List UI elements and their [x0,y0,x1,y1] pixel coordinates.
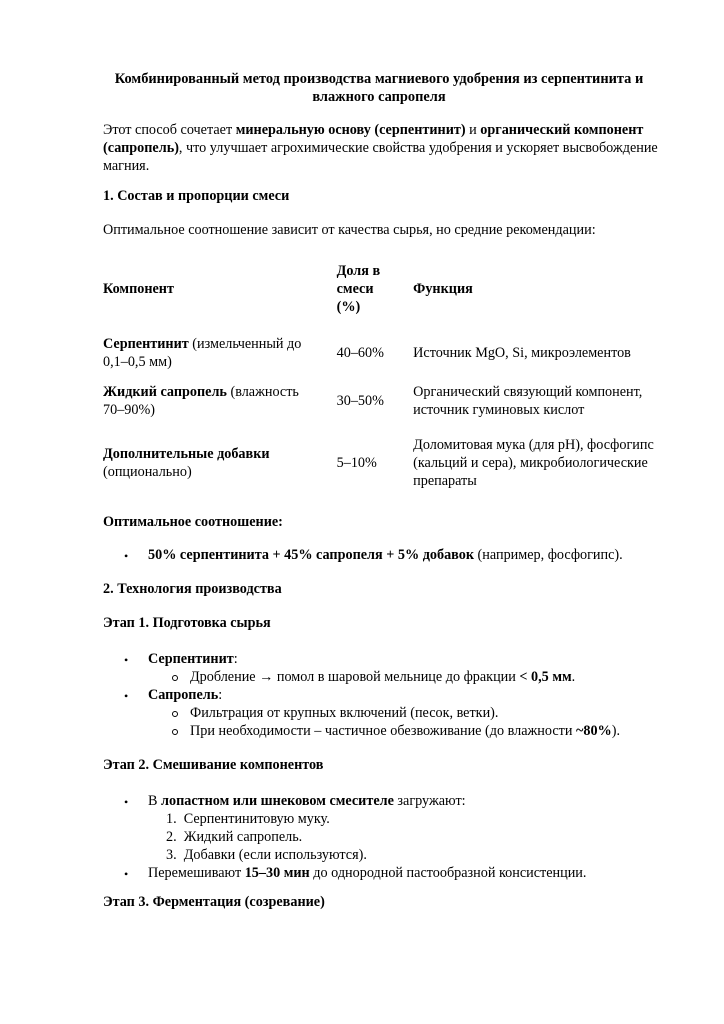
loading-text: загружают: [393,793,466,809]
target-moisture: ~80% [575,723,612,739]
mixing-duration: 15–30 мин [244,865,310,881]
serpentinite-step: Дробление → помол в шаровой мельнице до фракции < 0,5 мм. [190,669,576,685]
stage-3-heading: Этап 3. Ферментация (созревание) [103,894,325,910]
sapropel-step-2 [190,722,620,740]
intro-paragraph [103,121,663,175]
section-1-lead: Оптимальное соотношение зависит от качества сырья, но средние рекомендации: [103,222,596,238]
section-2-heading: 2. Технология производства [103,581,282,597]
table-header-component: Компонент [103,281,174,297]
table-cell-component [95,374,329,428]
sapropel-label: Сапропель: [148,687,223,703]
stage-1-heading: Этап 1. Подготовка сырья [103,615,271,631]
table-cell-share: 5–10% [336,455,377,471]
intro-bold-organic: органический компонент (сапропель) [103,122,644,156]
circle-bullet-icon [172,729,178,735]
mixing-item [148,864,586,882]
intro-text: и [465,122,481,138]
bullet-icon: • [124,795,129,809]
mixing-text: Перемешивают [148,865,245,881]
loading-item [148,792,466,810]
numbered-list-item-3: 3. Добавки (если используются). [166,847,367,863]
bullet-icon: • [124,549,129,563]
table-row [95,374,669,428]
list-item: Добавки (если используются). [183,847,367,863]
component-note: (измельченный до 0,1–0,5 мм) [103,336,302,370]
serpentinite-step-text: Дробление → помол в шаровой мельнице до фракции [190,669,520,685]
component-note: (опционально) [103,464,192,480]
optimal-ratio-bold: 50% серпентинита + 45% сапропеля + 5% добавок [148,547,474,563]
optimal-ratio-note: (например, фосфогипс). [474,547,623,563]
table-header-share: Доля в смеси (%) [336,263,381,315]
mixer-type: лопастном или шнековом смесителе [161,793,394,809]
table-header-row [95,258,669,320]
table-row [95,428,669,498]
component-name: Дополнительные добавки [103,446,270,462]
list-item: Серпентинитовую муку. [183,811,330,827]
section-1-heading: 1. Состав и пропорции смеси [103,188,290,204]
table-row [95,320,669,374]
loading-text: В [148,793,162,809]
title-line-1: Комбинированный метод производства магниевого удобрения из серпентинита и [114,71,644,87]
component-note: (влажность 70–90%) [103,384,299,418]
serpentinite-label: Серпентинит: [148,651,238,667]
stage-2-heading: Этап 2. Смешивание компонентов [103,757,324,773]
numbered-list-item-1: 1. Серпентинитовую муку. [166,811,330,827]
table-cell-share: 30–50% [336,393,384,409]
component-name: Серпентинит [103,336,189,352]
mixing-text: до однородной пастообразной консистенции. [309,865,587,881]
intro-text: Этот способ сочетает [103,122,236,138]
optimal-ratio-item [148,546,623,564]
table-cell-function: Источник MgO, Si, микроэлементов [413,345,631,361]
sapropel-label-text: Сапропель [148,687,219,703]
table-cell-component [95,428,329,498]
sapropel-step-2-end: ). [611,723,621,739]
document-title [95,70,663,106]
composition-table [95,258,669,498]
numbered-list-item-2: 2. Жидкий сапропель. [166,829,303,845]
circle-bullet-icon [172,675,178,681]
optimal-heading: Оптимальное соотношение: [103,514,283,530]
table-cell-share: 40–60% [336,345,384,361]
bullet-icon: • [124,867,129,881]
list-item: Жидкий сапропель. [183,829,303,845]
sapropel-step-2-text: При необходимости – частичное обезвоживание (до влажности [190,723,576,739]
serpentinite-label-text: Серпентинит [148,651,234,667]
title-line-2: влажного сапропеля [312,89,446,105]
table-header-function: Функция [413,281,473,297]
table-cell-component [95,320,329,374]
component-name: Жидкий сапропель [103,384,227,400]
intro-bold-mineral: минеральную основу (серпентинит) [235,122,466,138]
table-cell-function: Органический связующий компонент, источник гуминовых кислот [413,384,643,418]
bullet-icon: • [124,653,129,667]
fraction-size: < 0,5 мм [519,669,572,685]
intro-text: , что улучшает агрохимические свойства удобрения и ускоряет высвобождение магния. [103,140,658,174]
bullet-icon: • [124,689,129,703]
circle-bullet-icon [172,711,178,717]
sapropel-step-1: Фильтрация от крупных включений (песок, ветки). [190,705,499,721]
table-cell-function: Доломитовая мука (для pH), фосфогипс (кальций и сера), микробиологические препараты [413,437,654,489]
